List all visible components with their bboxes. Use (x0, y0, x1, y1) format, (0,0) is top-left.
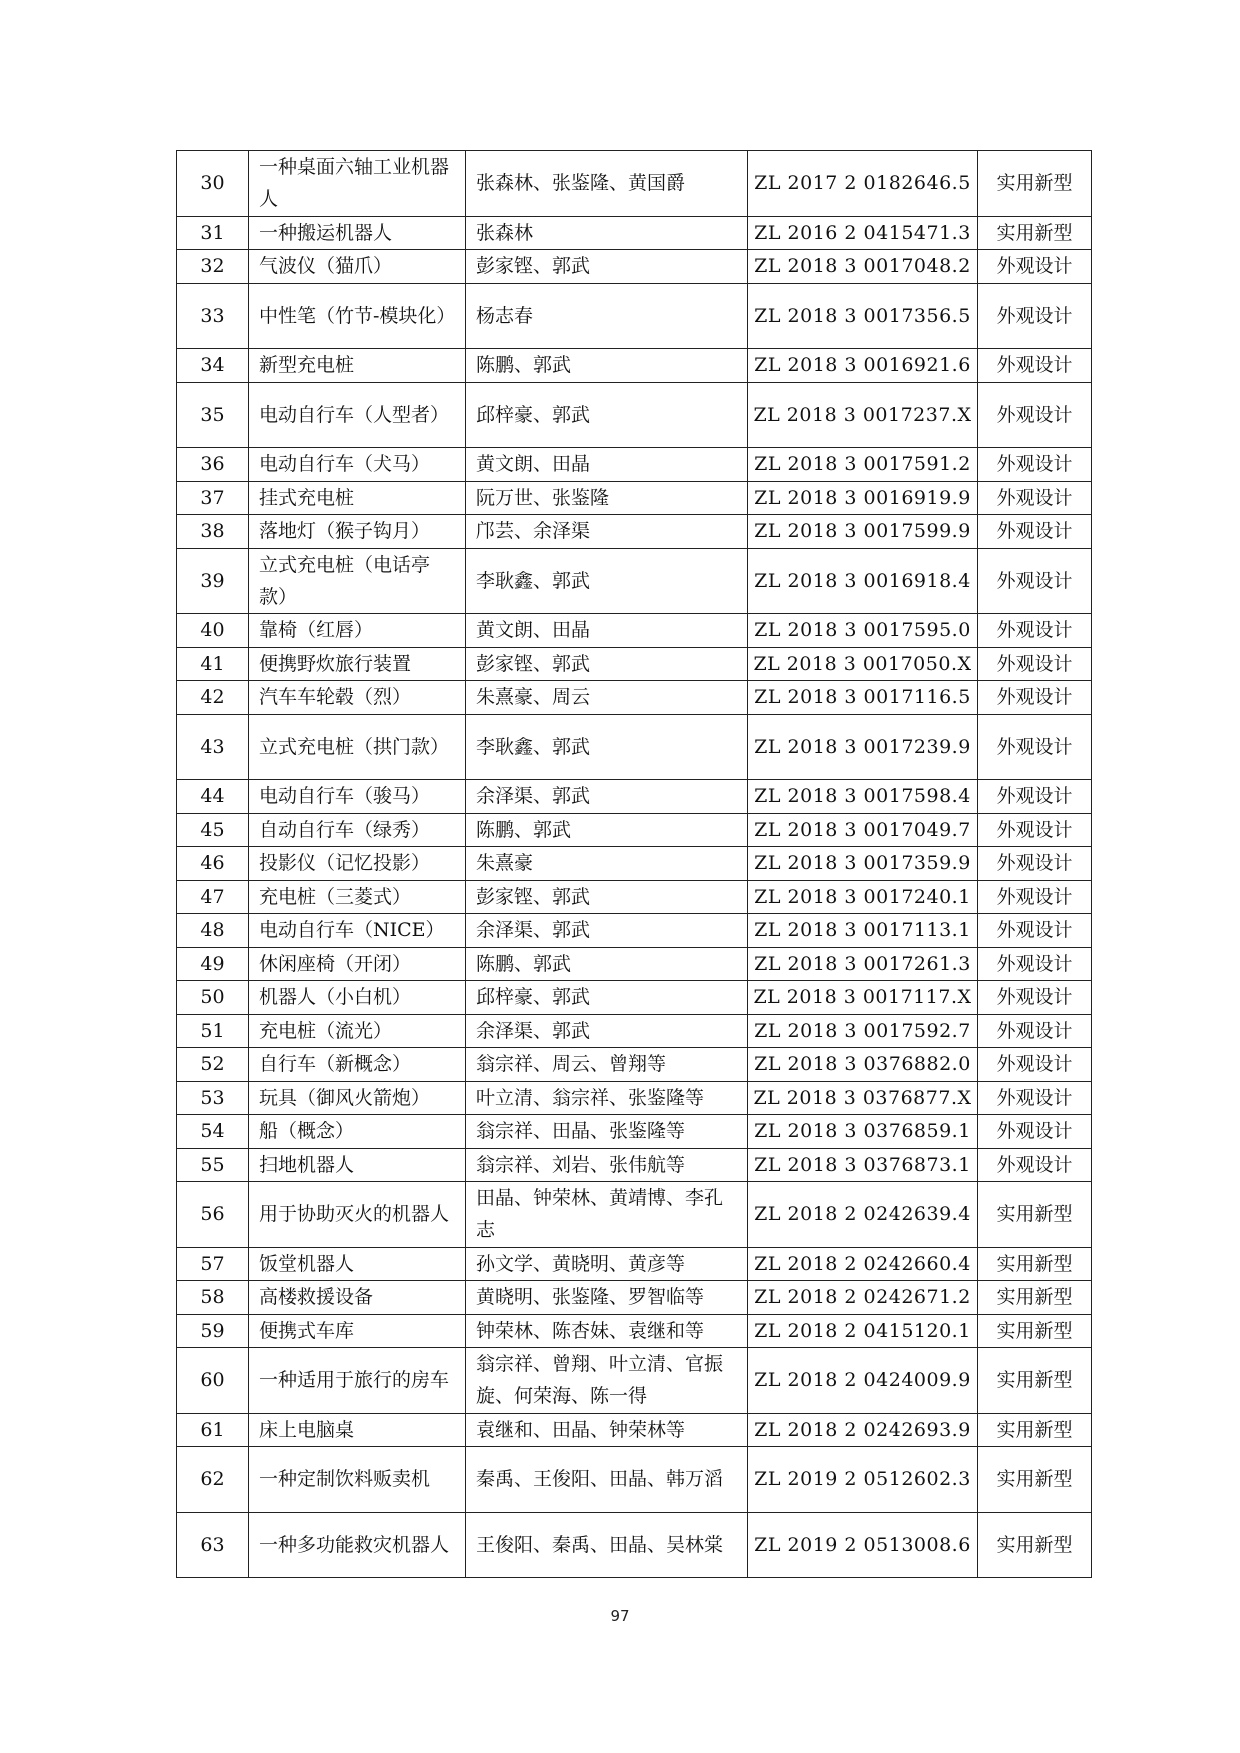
patent-type: 外观设计 (978, 448, 1092, 482)
row-number: 48 (177, 914, 249, 948)
patent-type: 外观设计 (978, 250, 1092, 284)
patent-type: 外观设计 (978, 614, 1092, 648)
patent-number: ZL 2019 2 0513008.6 (748, 1512, 978, 1578)
table-row (177, 481, 1092, 515)
patent-inventors: 余泽渠、郭武 (466, 914, 748, 948)
patent-number: ZL 2018 3 0376859.1 (748, 1115, 978, 1149)
table-row (177, 1512, 1092, 1578)
patent-name: 用于协助灭火的机器人 (249, 1182, 466, 1248)
table-row (177, 515, 1092, 549)
patent-number: ZL 2018 3 0016921.6 (748, 349, 978, 383)
patent-type: 外观设计 (978, 1081, 1092, 1115)
patent-inventors: 张森林 (466, 216, 748, 250)
patent-number: ZL 2018 2 0415120.1 (748, 1314, 978, 1348)
patent-type: 实用新型 (978, 1314, 1092, 1348)
patent-name: 新型充电桩 (249, 349, 466, 383)
patent-name: 投影仪（记忆投影） (249, 847, 466, 881)
row-number: 46 (177, 847, 249, 881)
patent-type: 外观设计 (978, 681, 1092, 715)
table-row (177, 216, 1092, 250)
table-row (177, 1281, 1092, 1315)
patent-number: ZL 2018 3 0017595.0 (748, 614, 978, 648)
patent-number: ZL 2018 3 0017049.7 (748, 813, 978, 847)
table-row (177, 914, 1092, 948)
row-number: 59 (177, 1314, 249, 1348)
patent-number: ZL 2018 3 0376877.X (748, 1081, 978, 1115)
patent-name: 一种适用于旅行的房车 (249, 1348, 466, 1414)
patent-number: ZL 2017 2 0182646.5 (748, 151, 978, 217)
row-number: 34 (177, 349, 249, 383)
patent-name: 电动自行车（骏马） (249, 780, 466, 814)
patent-name: 机器人（小白机） (249, 981, 466, 1015)
row-number: 40 (177, 614, 249, 648)
patent-number: ZL 2018 3 0017113.1 (748, 914, 978, 948)
table-row (177, 548, 1092, 614)
row-number: 61 (177, 1413, 249, 1447)
patent-name: 高楼救援设备 (249, 1281, 466, 1315)
patent-inventors: 邱梓豪、郭武 (466, 382, 748, 448)
table-row (177, 947, 1092, 981)
patent-type: 实用新型 (978, 1413, 1092, 1447)
patent-type: 外观设计 (978, 1048, 1092, 1082)
patent-number: ZL 2018 3 0017592.7 (748, 1014, 978, 1048)
patent-number: ZL 2018 3 0017239.9 (748, 714, 978, 780)
patent-inventors: 陈鹏、郭武 (466, 349, 748, 383)
patent-inventors: 黄文朗、田晶 (466, 448, 748, 482)
table-row (177, 813, 1092, 847)
patent-type: 外观设计 (978, 283, 1092, 349)
patent-inventors: 阮万世、张鉴隆 (466, 481, 748, 515)
patent-inventors: 黄晓明、张鉴隆、罗智临等 (466, 1281, 748, 1315)
table-row (177, 382, 1092, 448)
patent-type: 外观设计 (978, 714, 1092, 780)
table-row (177, 714, 1092, 780)
patent-inventors: 袁继和、田晶、钟荣林等 (466, 1413, 748, 1447)
row-number: 38 (177, 515, 249, 549)
table-row (177, 847, 1092, 881)
patent-name: 便携野炊旅行装置 (249, 647, 466, 681)
patent-name: 自动自行车（绿秀） (249, 813, 466, 847)
patent-type: 外观设计 (978, 647, 1092, 681)
row-number: 45 (177, 813, 249, 847)
patent-name: 一种定制饮料贩卖机 (249, 1447, 466, 1513)
patent-inventors: 陈鹏、郭武 (466, 813, 748, 847)
row-number: 49 (177, 947, 249, 981)
row-number: 41 (177, 647, 249, 681)
page-number: 97 (610, 1607, 630, 1625)
row-number: 51 (177, 1014, 249, 1048)
row-number: 53 (177, 1081, 249, 1115)
row-number: 60 (177, 1348, 249, 1414)
table-row (177, 1081, 1092, 1115)
patent-type: 外观设计 (978, 880, 1092, 914)
row-number: 32 (177, 250, 249, 284)
patent-type: 外观设计 (978, 382, 1092, 448)
row-number: 43 (177, 714, 249, 780)
patent-name: 玩具（御风火箭炮） (249, 1081, 466, 1115)
patent-inventors: 张森林、张鉴隆、黄国爵 (466, 151, 748, 217)
table-row (177, 647, 1092, 681)
patent-name: 靠椅（红唇） (249, 614, 466, 648)
row-number: 37 (177, 481, 249, 515)
patent-number: ZL 2018 3 0017359.9 (748, 847, 978, 881)
patent-inventors: 李耿鑫、郭武 (466, 714, 748, 780)
patent-inventors: 王俊阳、秦禹、田晶、吴林棠 (466, 1512, 748, 1578)
patent-number: ZL 2018 3 0376882.0 (748, 1048, 978, 1082)
patent-inventors: 黄文朗、田晶 (466, 614, 748, 648)
patent-type: 外观设计 (978, 548, 1092, 614)
patent-type: 外观设计 (978, 947, 1092, 981)
row-number: 36 (177, 448, 249, 482)
patent-name: 电动自行车（NICE） (249, 914, 466, 948)
patent-number: ZL 2018 3 0016919.9 (748, 481, 978, 515)
patent-number: ZL 2016 2 0415471.3 (748, 216, 978, 250)
patent-number: ZL 2018 3 0017591.2 (748, 448, 978, 482)
patent-name: 汽车车轮毂（烈） (249, 681, 466, 715)
table-row (177, 780, 1092, 814)
table-row (177, 1348, 1092, 1414)
patent-inventors: 翁宗祥、周云、曾翔等 (466, 1048, 748, 1082)
patent-name: 立式充电桩（电话亭款） (249, 548, 466, 614)
patent-number: ZL 2018 3 0017117.X (748, 981, 978, 1015)
table-row (177, 1048, 1092, 1082)
table-row (177, 1413, 1092, 1447)
table-row (177, 880, 1092, 914)
row-number: 58 (177, 1281, 249, 1315)
patent-number: ZL 2018 2 0242639.4 (748, 1182, 978, 1248)
patent-number: ZL 2018 2 0242660.4 (748, 1247, 978, 1281)
patent-inventors: 翁宗祥、田晶、张鉴隆等 (466, 1115, 748, 1149)
patent-type: 外观设计 (978, 481, 1092, 515)
row-number: 35 (177, 382, 249, 448)
patent-number: ZL 2018 3 0017237.X (748, 382, 978, 448)
patent-inventors: 陈鹏、郭武 (466, 947, 748, 981)
row-number: 62 (177, 1447, 249, 1513)
patent-type: 实用新型 (978, 1348, 1092, 1414)
patent-type: 实用新型 (978, 1247, 1092, 1281)
table-row (177, 250, 1092, 284)
row-number: 56 (177, 1182, 249, 1248)
patent-number: ZL 2018 3 0016918.4 (748, 548, 978, 614)
row-number: 47 (177, 880, 249, 914)
patent-inventors: 邝芸、余泽渠 (466, 515, 748, 549)
patent-name: 床上电脑桌 (249, 1413, 466, 1447)
row-number: 42 (177, 681, 249, 715)
patent-type: 实用新型 (978, 1512, 1092, 1578)
row-number: 63 (177, 1512, 249, 1578)
row-number: 55 (177, 1148, 249, 1182)
table-row (177, 448, 1092, 482)
patent-type: 外观设计 (978, 1115, 1092, 1149)
patent-inventors: 彭家铿、郭武 (466, 880, 748, 914)
patent-type: 实用新型 (978, 151, 1092, 217)
patent-type: 外观设计 (978, 1148, 1092, 1182)
patent-name: 一种搬运机器人 (249, 216, 466, 250)
patent-name: 中性笔（竹节-模块化） (249, 283, 466, 349)
patent-number: ZL 2019 2 0512602.3 (748, 1447, 978, 1513)
patent-name: 充电桩（流光） (249, 1014, 466, 1048)
patent-inventors: 钟荣林、陈杏妹、袁继和等 (466, 1314, 748, 1348)
patent-number: ZL 2018 2 0242671.2 (748, 1281, 978, 1315)
patent-number: ZL 2018 3 0017599.9 (748, 515, 978, 549)
table-row (177, 1247, 1092, 1281)
patent-type: 实用新型 (978, 1447, 1092, 1513)
patent-name: 电动自行车（人型者） (249, 382, 466, 448)
table-row (177, 1115, 1092, 1149)
patent-inventors: 朱熹豪、周云 (466, 681, 748, 715)
patent-name: 一种桌面六轴工业机器人 (249, 151, 466, 217)
patent-inventors: 彭家铿、郭武 (466, 647, 748, 681)
patent-inventors: 朱熹豪 (466, 847, 748, 881)
table-row (177, 1314, 1092, 1348)
patent-type: 实用新型 (978, 1281, 1092, 1315)
patent-type: 外观设计 (978, 349, 1092, 383)
patent-number: ZL 2018 3 0017048.2 (748, 250, 978, 284)
patent-name: 休闲座椅（开闭） (249, 947, 466, 981)
patent-number: ZL 2018 3 0017240.1 (748, 880, 978, 914)
patent-number: ZL 2018 3 0376873.1 (748, 1148, 978, 1182)
patent-number: ZL 2018 3 0017598.4 (748, 780, 978, 814)
patent-name: 一种多功能救灾机器人 (249, 1512, 466, 1578)
patent-type: 外观设计 (978, 780, 1092, 814)
table-row (177, 1148, 1092, 1182)
patent-name: 落地灯（猴子钩月） (249, 515, 466, 549)
patent-number: ZL 2018 3 0017356.5 (748, 283, 978, 349)
row-number: 44 (177, 780, 249, 814)
patent-inventors: 余泽渠、郭武 (466, 1014, 748, 1048)
patent-inventors: 翁宗祥、刘岩、张伟航等 (466, 1148, 748, 1182)
patent-name: 立式充电桩（拱门款） (249, 714, 466, 780)
row-number: 52 (177, 1048, 249, 1082)
table-row (177, 614, 1092, 648)
patent-name: 饭堂机器人 (249, 1247, 466, 1281)
patent-number: ZL 2018 2 0424009.9 (748, 1348, 978, 1414)
patent-inventors: 秦禹、王俊阳、田晶、韩万滔 (466, 1447, 748, 1513)
patent-name: 电动自行车（犬马） (249, 448, 466, 482)
row-number: 31 (177, 216, 249, 250)
patent-inventors: 彭家铿、郭武 (466, 250, 748, 284)
row-number: 39 (177, 548, 249, 614)
patent-name: 便携式车库 (249, 1314, 466, 1348)
patent-type: 外观设计 (978, 813, 1092, 847)
table-row (177, 349, 1092, 383)
patent-table (176, 150, 1092, 1578)
patent-inventors: 邱梓豪、郭武 (466, 981, 748, 1015)
patent-number: ZL 2018 3 0017261.3 (748, 947, 978, 981)
patent-inventors: 李耿鑫、郭武 (466, 548, 748, 614)
patent-type: 外观设计 (978, 981, 1092, 1015)
table-row (177, 283, 1092, 349)
patent-type: 实用新型 (978, 1182, 1092, 1248)
patent-inventors: 余泽渠、郭武 (466, 780, 748, 814)
table-row (177, 981, 1092, 1015)
table-row (177, 681, 1092, 715)
row-number: 50 (177, 981, 249, 1015)
patent-table-body (177, 151, 1092, 1578)
table-row (177, 151, 1092, 217)
patent-name: 自行车（新概念） (249, 1048, 466, 1082)
patent-name: 挂式充电桩 (249, 481, 466, 515)
patent-inventors: 杨志春 (466, 283, 748, 349)
row-number: 33 (177, 283, 249, 349)
patent-number: ZL 2018 2 0242693.9 (748, 1413, 978, 1447)
patent-name: 充电桩（三菱式） (249, 880, 466, 914)
patent-number: ZL 2018 3 0017050.X (748, 647, 978, 681)
patent-number: ZL 2018 3 0017116.5 (748, 681, 978, 715)
table-row (177, 1014, 1092, 1048)
patent-type: 外观设计 (978, 515, 1092, 549)
patent-name: 气波仪（猫爪） (249, 250, 466, 284)
patent-name: 船（概念） (249, 1115, 466, 1149)
patent-type: 外观设计 (978, 1014, 1092, 1048)
patent-type: 外观设计 (978, 914, 1092, 948)
row-number: 54 (177, 1115, 249, 1149)
table-row (177, 1447, 1092, 1513)
patent-inventors: 田晶、钟荣林、黄靖博、李孔志 (466, 1182, 748, 1248)
patent-name: 扫地机器人 (249, 1148, 466, 1182)
patent-inventors: 翁宗祥、曾翔、叶立清、官振旋、何荣海、陈一得 (466, 1348, 748, 1414)
row-number: 57 (177, 1247, 249, 1281)
row-number: 30 (177, 151, 249, 217)
patent-type: 实用新型 (978, 216, 1092, 250)
table-row (177, 1182, 1092, 1248)
patent-type: 外观设计 (978, 847, 1092, 881)
patent-inventors: 孙文学、黄晓明、黄彦等 (466, 1247, 748, 1281)
patent-inventors: 叶立清、翁宗祥、张鉴隆等 (466, 1081, 748, 1115)
